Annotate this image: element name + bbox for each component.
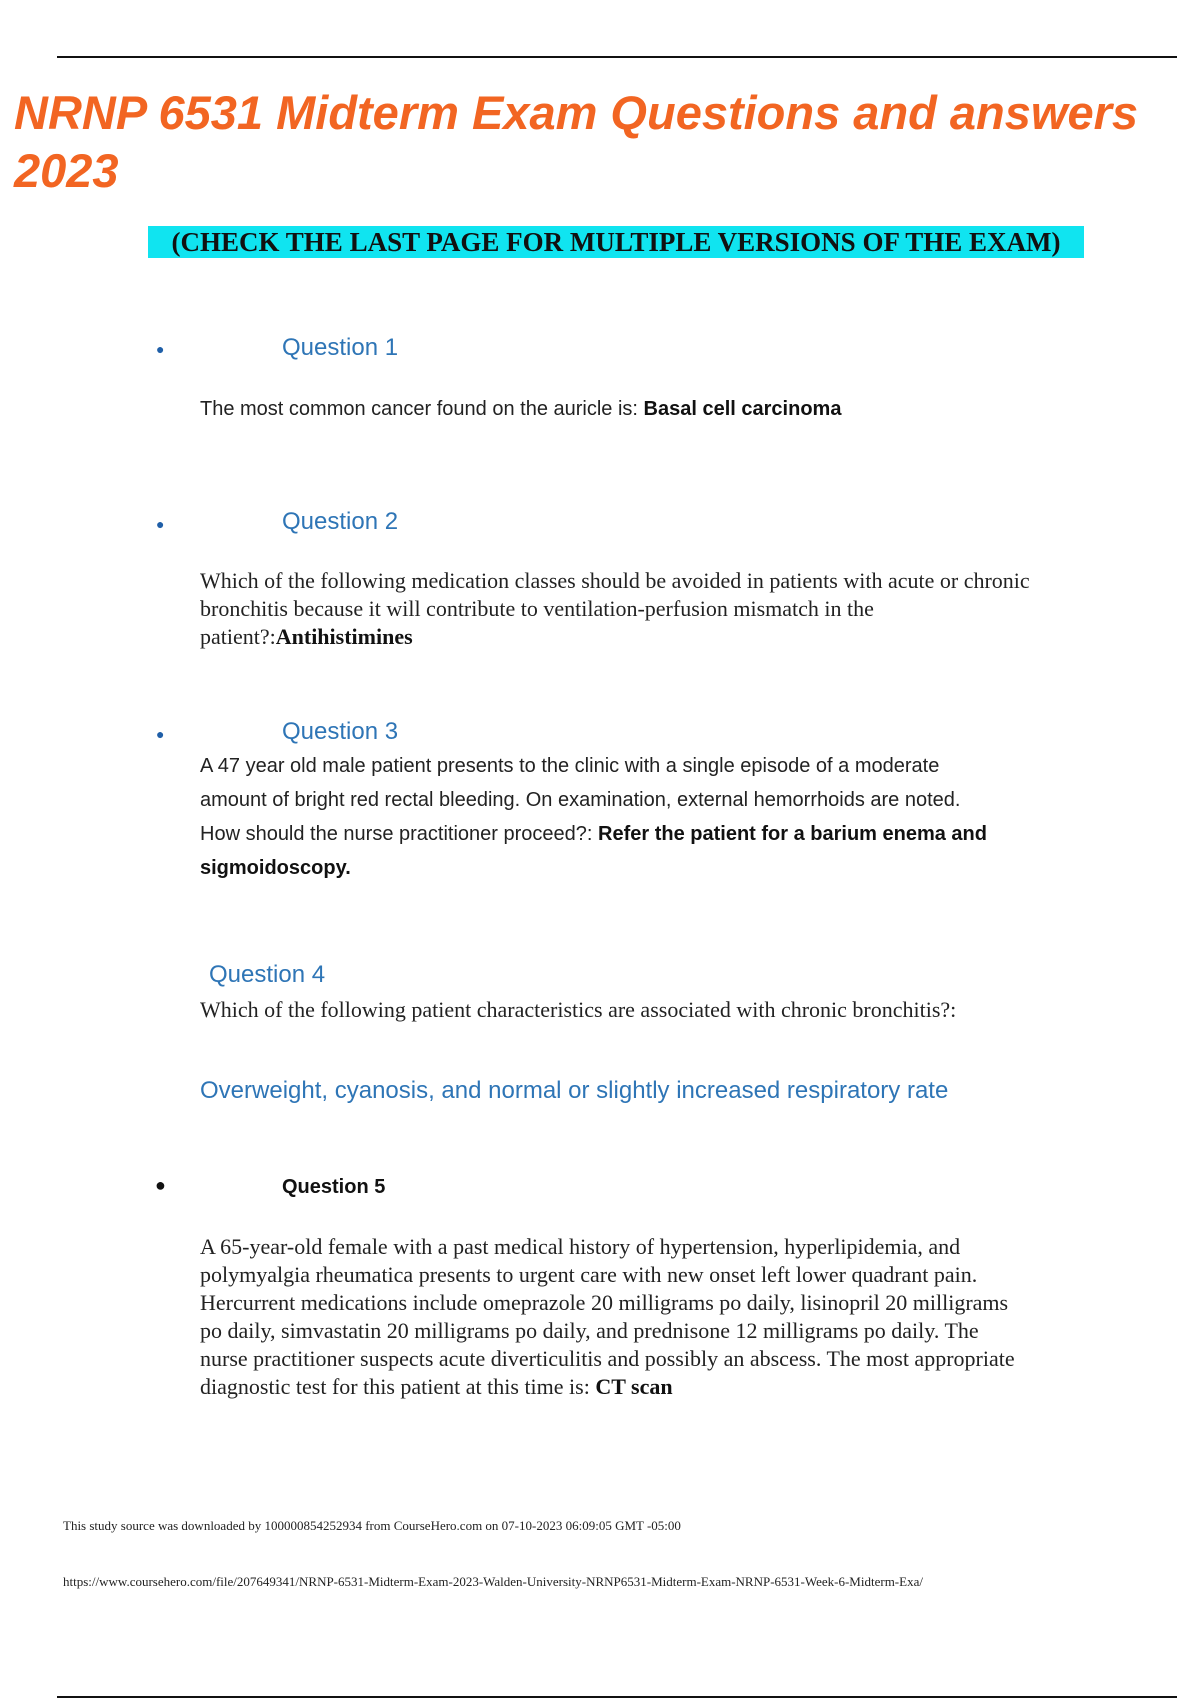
question-2-text: Which of the following medication classes should be avoided in patients with acute or chronic bronchitis because it will contribute to ventilation-perfusion mismatch in the patient?: [200, 568, 1030, 649]
question-3-heading: Question 3 [282, 718, 399, 745]
bottom-rule [57, 1696, 1177, 1698]
question-1-body [200, 392, 1060, 426]
source-url[interactable]: https://www.coursehero.com/file/207649341/NRNP-6531-Midterm-Exam-2023-Walden-University-NRNP6531-Midterm-Exam-NRNP-6531-Week-6-Midterm-Exa/ [63, 1574, 923, 1589]
question-3-text: A 47 year old male patient presents to the clinic with a single episode of a moderate amount of bright red rectal bleeding. On examination, external hemorrhoids are noted. How should the nurse practitioner proceed?: [200, 755, 961, 845]
question-3-body [200, 749, 990, 885]
bullet-icon: ● [156, 341, 165, 357]
question-4-text: Which of the following patient characteristics are associated with chronic bronchitis?: [200, 997, 957, 1022]
bullet-icon: ● [155, 1175, 166, 1195]
bullet-icon: ● [156, 726, 165, 742]
top-rule [57, 56, 1177, 58]
question-2-heading: Question 2 [282, 508, 399, 535]
question-5-heading: Question 5 [282, 1176, 386, 1198]
download-note: This study source was downloaded by 100000854252934 from CourseHero.com on 07-10-2023 06:09:05 GMT -05:00 [63, 1518, 681, 1533]
question-5-answer: CT scan [595, 1374, 673, 1399]
question-1-text: The most common cancer found on the auricle is: [200, 398, 644, 420]
question-5-text: A 65-year-old female with a past medical history of hypertension, hyperlipidemia, and polymyalgia rheumatica presents to urgent care with new onset left lower quadrant pain. Hercurrent medications include omeprazole 20 milligrams po daily, lisinopril 20 milligrams po daily, simvastatin 20 milligrams po daily, and prednisone 12 milligrams po daily. The nurse practitioner suspects acute diverticulitis and possibly an abscess. The most appropriate diagnostic test for this patient at this time is: [200, 1234, 1015, 1399]
question-1-heading: Question 1 [282, 334, 399, 361]
question-2-body [200, 567, 1030, 651]
question-3-answer: Refer the patient for a barium enema and sigmoidoscopy. [200, 823, 987, 879]
question-5-body [200, 1233, 1030, 1401]
question-4-answer: Overweight, cyanosis, and normal or slightly increased respiratory rate [200, 1077, 949, 1104]
question-2-answer: Antihistimines [275, 624, 413, 649]
exam-versions-banner: (CHECK THE LAST PAGE FOR MULTIPLE VERSIONS OF THE EXAM) [148, 226, 1084, 258]
page-title: NRNP 6531 Midterm Exam Questions and answers 2023 [14, 86, 1139, 197]
question-1-answer: Basal cell carcinoma [643, 398, 842, 420]
question-4-heading: Question 4 [209, 961, 326, 988]
bullet-icon: ● [156, 516, 165, 532]
